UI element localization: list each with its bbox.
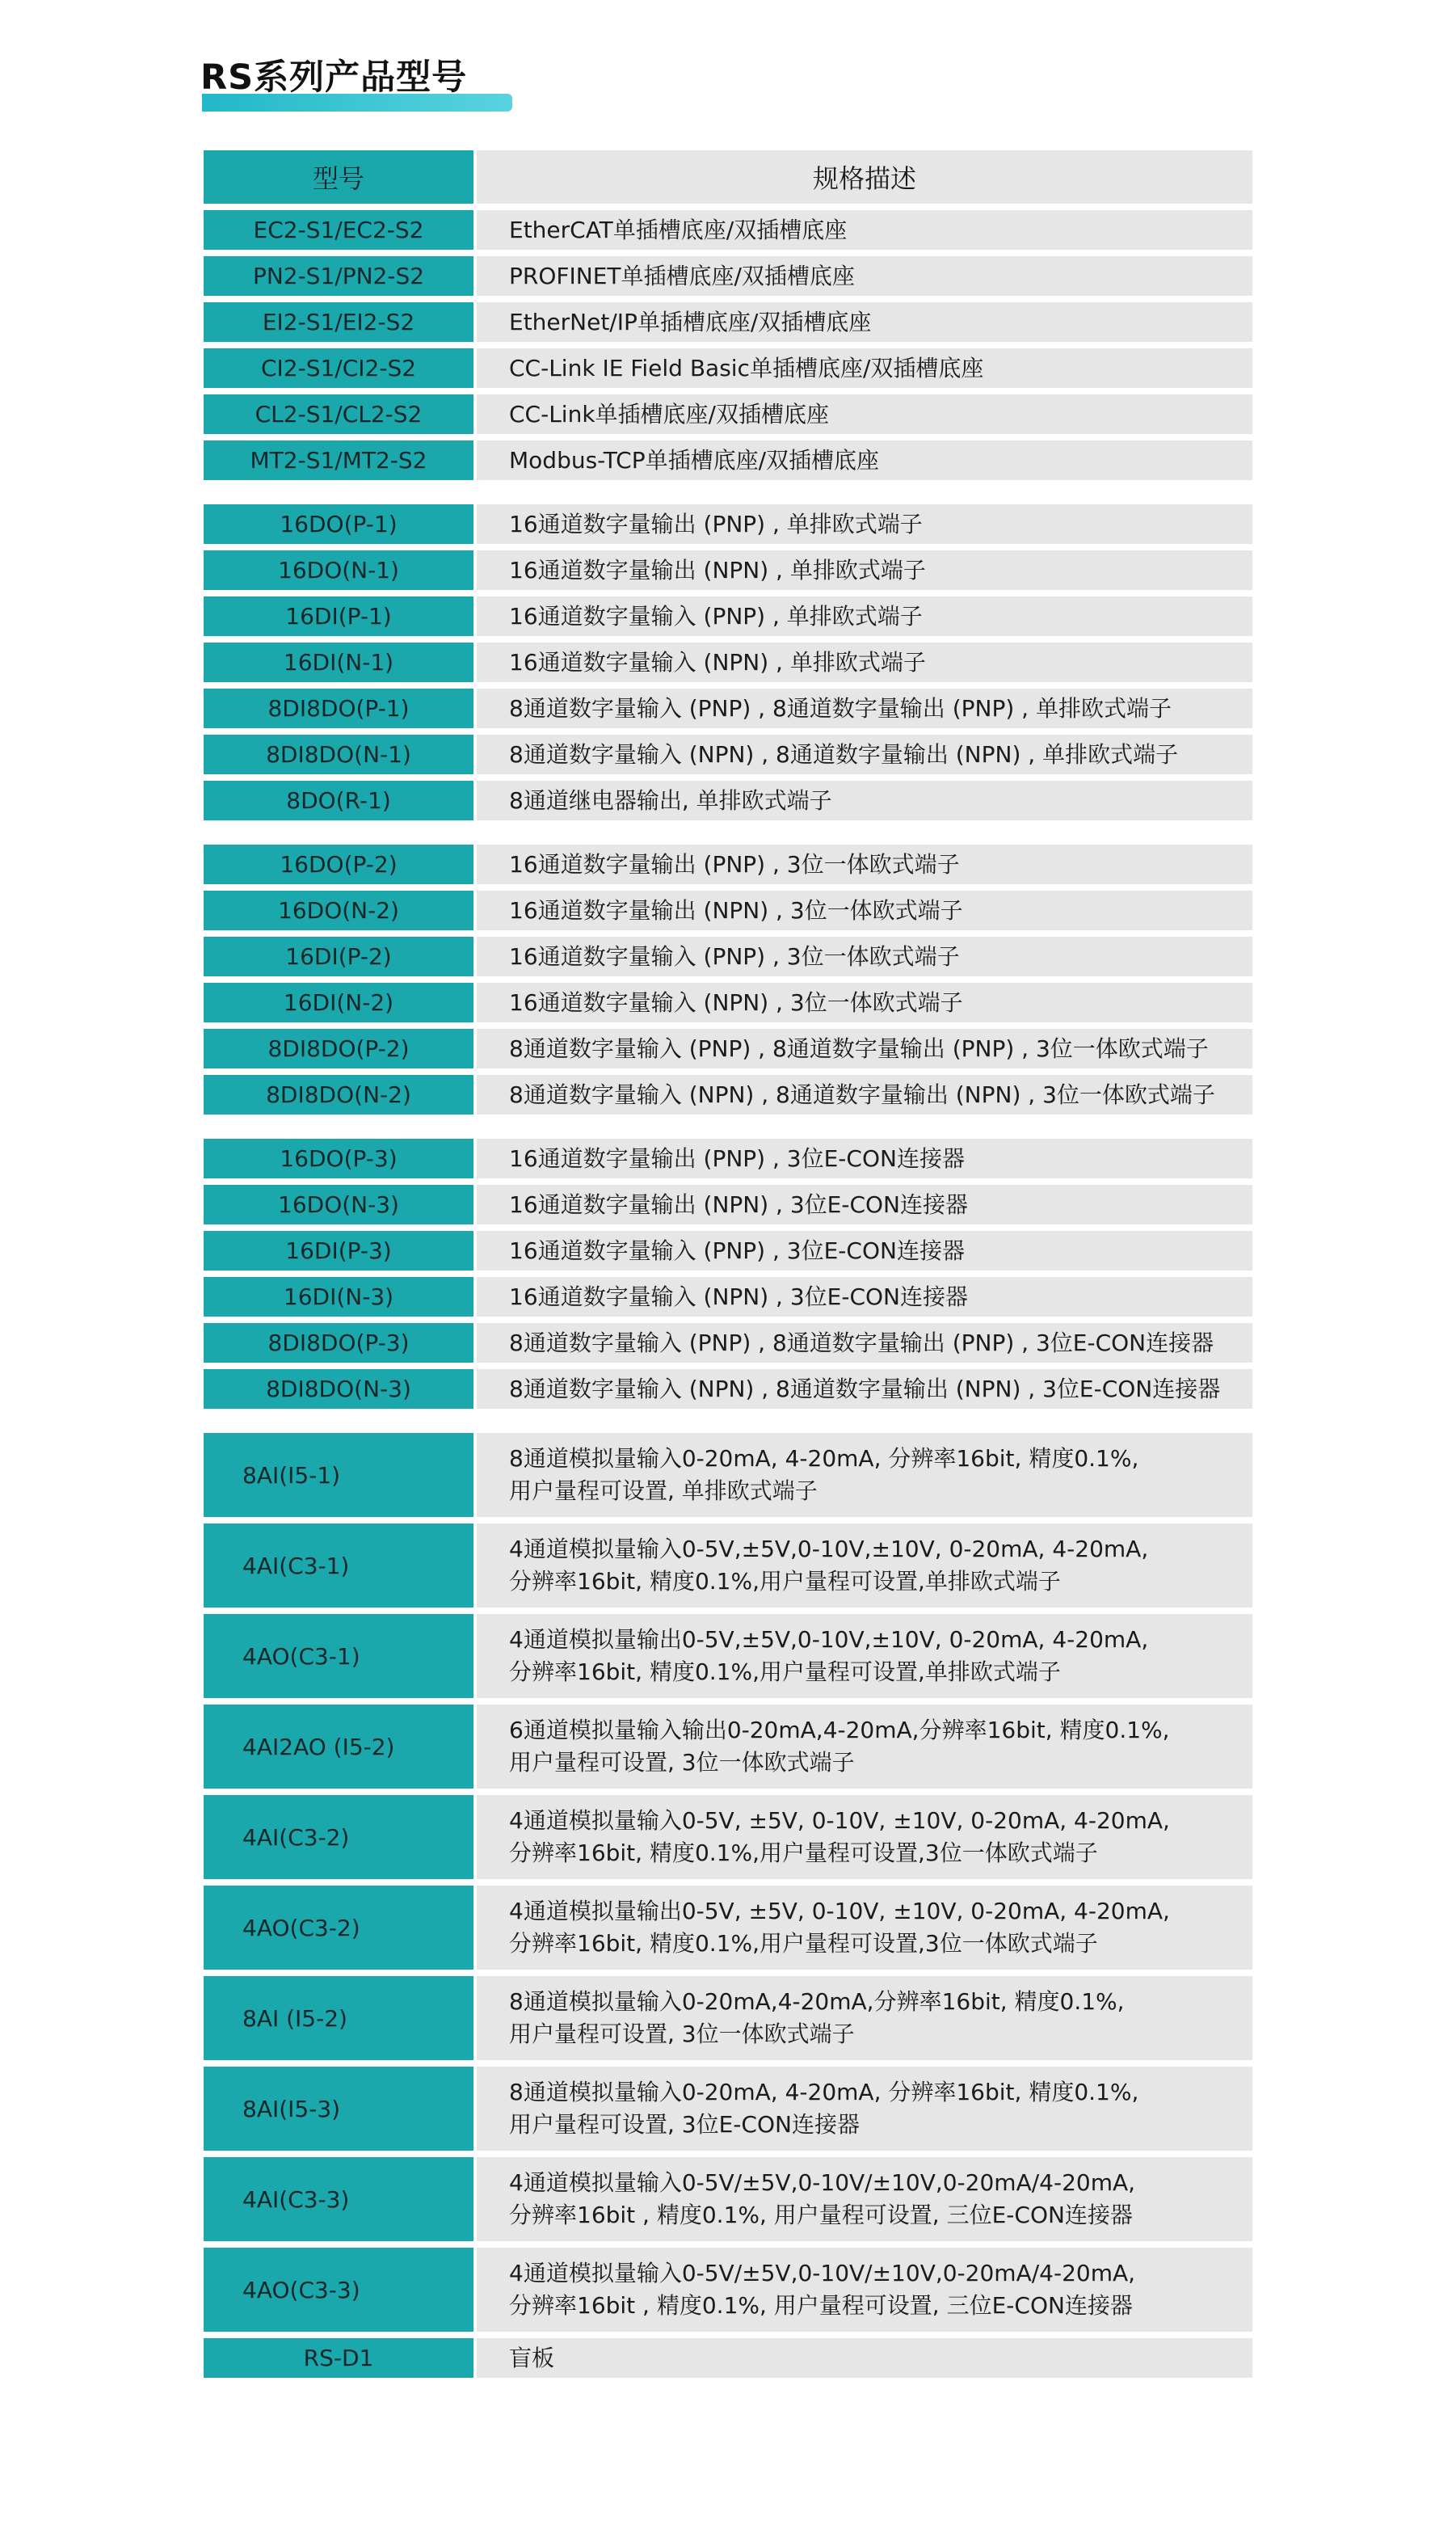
model-cell: EI2-S1/EI2-S2 [204,302,473,342]
table-row [204,1231,1252,1271]
description-line: 8通道模拟量输入0-20mA, 4-20mA, 分辨率16bit, 精度0.1%, [509,2079,1139,2105]
description-cell [477,1277,1252,1317]
model-cell: 8DI8DO(P-2) [204,1029,473,1068]
table-row [204,1075,1252,1115]
description-line: 4通道模拟量输出0-5V,±5V,0-10V,±10V, 0-20mA, 4-20mA, [509,1626,1149,1653]
description-cell [477,1185,1252,1224]
description-cell [477,1523,1252,1608]
description-line: 4通道模拟量输入0-5V/±5V,0-10V/±10V,0-20mA/4-20mA, [509,2169,1136,2196]
description-lines [509,1986,1125,2050]
table-row [204,1139,1252,1178]
description-lines [509,1805,1170,1869]
model-cell: 16DI(P-2) [204,937,473,976]
description-line: 16通道数字量输入 (NPN) , 3位E-CON连接器 [509,1283,968,1310]
description-lines [509,1373,1220,1405]
description-lines [509,941,960,973]
description-line: 分辨率16bit, 精度0.1%,用户量程可设置,3位一体欧式端子 [509,1840,1098,1866]
model-spec-table [204,150,1252,2384]
model-cell: 16DO(P-2) [204,845,473,884]
description-lines [509,647,926,679]
description-lines [509,260,855,293]
description-line: 用户量程可设置, 单排欧式端子 [509,1477,818,1504]
description-cell [477,1795,1252,1879]
description-cell [477,1976,1252,2060]
description-lines [509,1895,1170,1960]
table-row [204,1614,1252,1698]
description-cell [477,2157,1252,2241]
description-lines [509,554,926,587]
table-row [204,210,1252,250]
table-row [204,1029,1252,1068]
description-cell [477,302,1252,342]
description-cell [477,891,1252,930]
description-line: 用户量程可设置, 3位一体欧式端子 [509,1749,855,1776]
description-lines [509,1281,968,1313]
table-row [204,2338,1252,2378]
table-row [204,1886,1252,1970]
description-line: 分辨率16bit, 精度0.1%,用户量程可设置,3位一体欧式端子 [509,1930,1098,1957]
table-row [204,1323,1252,1363]
description-cell [477,1369,1252,1409]
description-cell [477,440,1252,480]
table-row [204,1795,1252,1879]
description-lines [509,2167,1135,2231]
table-row [204,550,1252,590]
description-cell [477,643,1252,682]
model-cell: 8DI8DO(P-3) [204,1323,473,1363]
model-cell: 16DO(N-2) [204,891,473,930]
description-cell [477,1075,1252,1115]
description-lines [509,895,963,927]
description-lines [509,1327,1214,1359]
description-line: EtherNet/IP单插槽底座/双插槽底座 [509,308,872,335]
model-cell: 16DO(N-3) [204,1185,473,1224]
description-line: 16通道数字量输入 (NPN) , 3位一体欧式端子 [509,988,963,1016]
description-line: CC-Link单插槽底座/双插槽底座 [509,400,829,428]
model-cell: 8DI8DO(N-2) [204,1075,473,1115]
description-line: 16通道数字量输入 (NPN) , 单排欧式端子 [509,648,926,676]
model-cell: 8AI (I5-2) [204,1976,473,2060]
description-line: 分辨率16bit, 精度0.1%,用户量程可设置,单排欧式端子 [509,1568,1061,1595]
description-cell [477,845,1252,884]
description-lines [509,445,879,477]
model-cell: 16DI(N-1) [204,643,473,682]
table-row [204,781,1252,820]
description-cell [477,1886,1252,1970]
model-cell: 4AI2AO (I5-2) [204,1705,473,1789]
description-cell [477,348,1252,388]
model-cell: 8DI8DO(N-1) [204,735,473,774]
model-cell: 16DI(N-2) [204,983,473,1022]
table-header-row [204,150,1252,204]
description-lines [509,601,923,633]
description-cell [477,1323,1252,1363]
description-lines [509,1235,965,1267]
description-line: 16通道数字量输入 (PNP) , 3位E-CON连接器 [509,1237,965,1264]
model-cell: 8DO(R-1) [204,781,473,820]
model-cell: 8DI8DO(N-3) [204,1369,473,1409]
description-line: PROFINET单插槽底座/双插槽底座 [509,262,855,289]
table-row [204,504,1252,544]
table-row [204,2157,1252,2241]
model-cell: 4AO(C3-2) [204,1886,473,1970]
description-lines [509,306,871,339]
table-row [204,1369,1252,1409]
description-cell [477,1705,1252,1789]
page-title: RS系列产品型号 [200,57,468,98]
description-line: 8通道数字量输入 (NPN) , 8通道数字量输出 (NPN) , 3位E-CON连接器 [509,1375,1221,1402]
description-lines [509,1189,968,1221]
description-line: 16通道数字量输出 (NPN) , 单排欧式端子 [509,556,926,584]
description-lines [509,2342,554,2375]
description-line: 16通道数字量输出 (PNP) , 3位一体欧式端子 [509,850,960,878]
header-model: 型号 [204,150,473,204]
description-lines [509,214,847,247]
description-lines [509,739,1178,771]
description-lines [509,1143,965,1175]
description-line: 8通道继电器输出, 单排欧式端子 [509,786,832,814]
description-line: 8通道数字量输入 (NPN) , 8通道数字量输出 (NPN) , 单排欧式端子 [509,740,1179,768]
description-line: 分辨率16bit, 精度0.1%,用户量程可设置,单排欧式端子 [509,1658,1061,1685]
description-line: 16通道数字量输出 (PNP) , 单排欧式端子 [509,510,923,537]
description-line: 盲板 [509,2344,555,2371]
description-lines [509,398,829,431]
description-lines [509,508,923,541]
table-row [204,2067,1252,2151]
description-line: 用户量程可设置, 3位E-CON连接器 [509,2111,860,2138]
table-row [204,2248,1252,2332]
description-cell [477,2248,1252,2332]
description-cell [477,2338,1252,2378]
description-lines [509,2257,1135,2322]
table-row [204,891,1252,930]
table-row [204,1976,1252,2060]
header-description: 规格描述 [477,150,1252,204]
model-cell: 4AO(C3-3) [204,2248,473,2332]
model-cell: RS-D1 [204,2338,473,2378]
description-lines [509,987,963,1019]
description-cell [477,1231,1252,1271]
model-cell: PN2-S1/PN2-S2 [204,256,473,296]
model-cell: 16DO(N-1) [204,550,473,590]
description-line: CC-Link IE Field Basic单插槽底座/双插槽底座 [509,354,984,381]
description-line: 4通道模拟量输入0-5V,±5V,0-10V,±10V, 0-20mA, 4-20mA, [509,1536,1149,1562]
model-cell: 4AI(C3-3) [204,2157,473,2241]
model-cell: 4AO(C3-1) [204,1614,473,1698]
model-cell: CI2-S1/CI2-S2 [204,348,473,388]
model-cell: 16DO(P-3) [204,1139,473,1178]
description-lines [509,693,1172,725]
description-cell [477,937,1252,976]
description-line: 16通道数字量输出 (NPN) , 3位一体欧式端子 [509,896,963,924]
model-cell: MT2-S1/MT2-S2 [204,440,473,480]
table-row [204,983,1252,1022]
description-lines [509,2076,1138,2141]
description-cell [477,1029,1252,1068]
model-cell: 8AI(I5-3) [204,2067,473,2151]
model-cell: 4AI(C3-1) [204,1523,473,1608]
model-cell: 16DO(P-1) [204,504,473,544]
table-row [204,1277,1252,1317]
model-cell: 8DI8DO(P-1) [204,689,473,728]
description-line: 16通道数字量输入 (PNP) , 3位一体欧式端子 [509,942,960,970]
description-line: 4通道模拟量输入0-5V/±5V,0-10V/±10V,0-20mA/4-20mA, [509,2260,1136,2286]
table-row [204,1523,1252,1608]
model-cell: 16DI(N-3) [204,1277,473,1317]
description-line: 8通道数字量输入 (PNP) , 8通道数字量输出 (PNP) , 3位一体欧式端子 [509,1035,1209,1062]
description-cell [477,504,1252,544]
description-line: 4通道模拟量输入0-5V, ±5V, 0-10V, ±10V, 0-20mA, 4-20mA, [509,1807,1170,1834]
table-row [204,1185,1252,1224]
description-lines [509,1033,1209,1065]
description-line: 分辨率16bit , 精度0.1%, 用户量程可设置, 三位E-CON连接器 [509,2202,1133,2228]
description-lines [509,1533,1148,1598]
description-line: EtherCAT单插槽底座/双插槽底座 [509,216,848,243]
description-lines [509,1714,1170,1779]
table-row [204,735,1252,774]
description-line: 8通道数字量输入 (PNP) , 8通道数字量输出 (PNP) , 单排欧式端子 [509,694,1172,722]
description-line: 8通道模拟量输入0-20mA,4-20mA,分辨率16bit, 精度0.1%, [509,1988,1125,2015]
table-row [204,394,1252,434]
table-row [204,440,1252,480]
description-cell [477,2067,1252,2151]
description-cell [477,1433,1252,1517]
table-row [204,256,1252,296]
table-row [204,689,1252,728]
table-row [204,845,1252,884]
description-line: 用户量程可设置, 3位一体欧式端子 [509,2021,855,2047]
description-line: 16通道数字量输出 (PNP) , 3位E-CON连接器 [509,1144,965,1172]
description-line: 8通道模拟量输入0-20mA, 4-20mA, 分辨率16bit, 精度0.1%, [509,1445,1139,1472]
description-line: Modbus-TCP单插槽底座/双插槽底座 [509,446,880,474]
description-cell [477,983,1252,1022]
description-cell [477,256,1252,296]
description-cell [477,689,1252,728]
description-cell [477,550,1252,590]
model-cell: 4AI(C3-2) [204,1795,473,1879]
description-cell [477,1614,1252,1698]
table-row [204,596,1252,636]
description-line: 8通道数字量输入 (NPN) , 8通道数字量输出 (NPN) , 3位一体欧式端子 [509,1081,1215,1108]
description-lines [509,352,983,385]
model-cell: 16DI(P-1) [204,596,473,636]
description-line: 16通道数字量输入 (PNP) , 单排欧式端子 [509,602,923,630]
table-row [204,348,1252,388]
model-cell: 8AI(I5-1) [204,1433,473,1517]
description-cell [477,210,1252,250]
description-cell [477,781,1252,820]
description-lines [509,849,960,881]
page-title-block [200,55,467,120]
description-lines [509,1624,1148,1688]
description-cell [477,1139,1252,1178]
model-cell: 16DI(P-3) [204,1231,473,1271]
table-row [204,643,1252,682]
description-line: 8通道数字量输入 (PNP) , 8通道数字量输出 (PNP) , 3位E-CON连接器 [509,1329,1214,1356]
model-cell: CL2-S1/CL2-S2 [204,394,473,434]
table-row [204,1433,1252,1517]
table-row [204,302,1252,342]
description-cell [477,394,1252,434]
description-line: 分辨率16bit , 精度0.1%, 用户量程可设置, 三位E-CON连接器 [509,2292,1133,2319]
description-cell [477,596,1252,636]
description-line: 6通道模拟量输入输出0-20mA,4-20mA,分辨率16bit, 精度0.1%, [509,1717,1170,1743]
description-lines [509,1443,1138,1507]
description-line: 16通道数字量输出 (NPN) , 3位E-CON连接器 [509,1191,968,1218]
description-lines [509,785,832,817]
description-lines [509,1079,1215,1111]
table-row [204,1705,1252,1789]
description-line: 4通道模拟量输出0-5V, ±5V, 0-10V, ±10V, 0-20mA, 4-20mA, [509,1898,1170,1924]
description-cell [477,735,1252,774]
table-row [204,937,1252,976]
model-cell: EC2-S1/EC2-S2 [204,210,473,250]
